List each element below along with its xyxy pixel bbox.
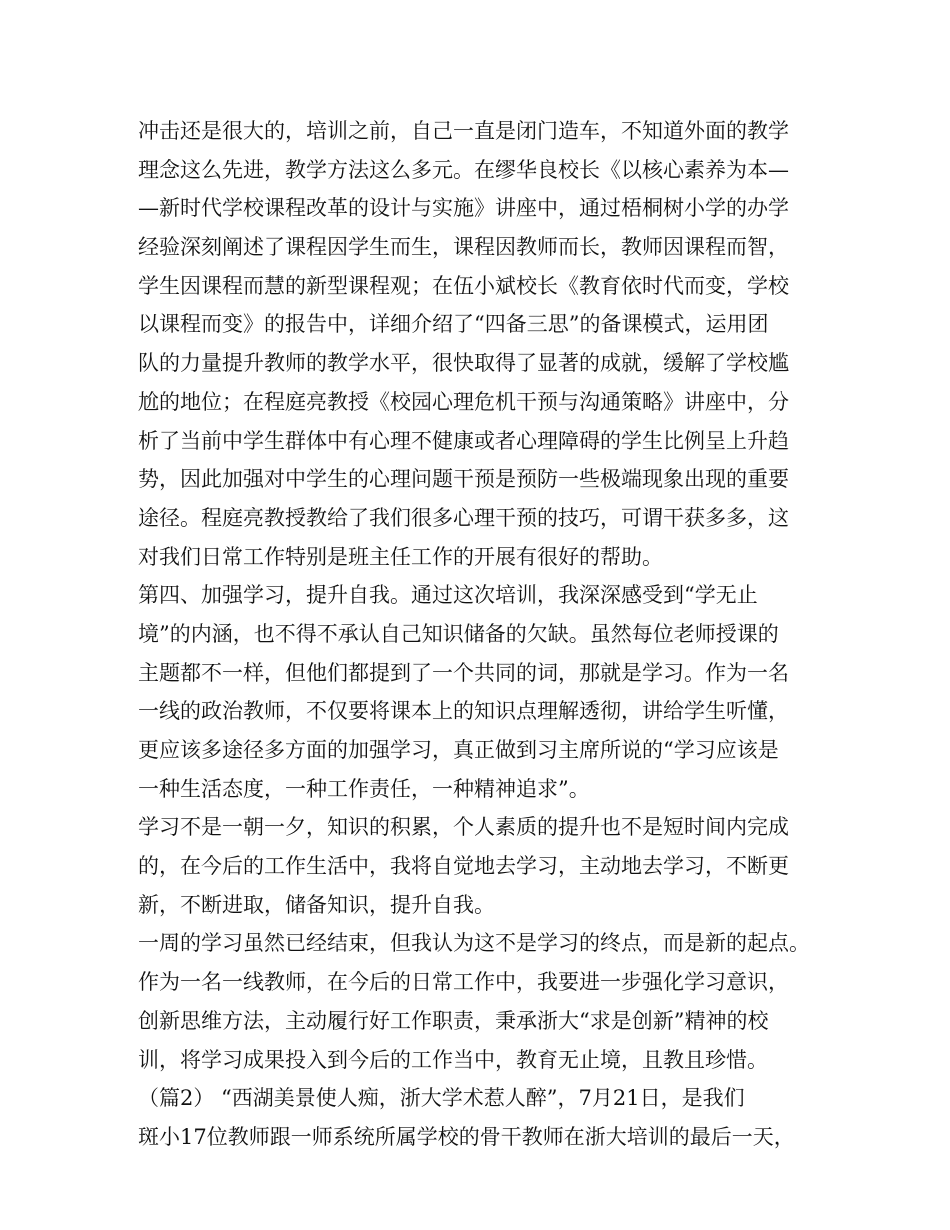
text-line: 经验深刻阐述了课程因学生而生，课程因教师而长，教师因课程而智， — [138, 235, 789, 260]
text-line: 理念这么先进，教学方法这么多元。在缪华良校长《以核心素养为本— — [138, 157, 789, 182]
text-line: （篇2） “西湖美景使人痴，浙大学术惹人醉”，7月21日，是我们 — [138, 1086, 745, 1111]
text-line: 析了当前中学生群体中有心理不健康或者心理障碍的学生比例呈上升趋 — [138, 428, 789, 453]
text-line: 新，不断进取，储备知识，提升自我。 — [138, 892, 495, 917]
text-line: 学习不是一朝一夕，知识的积累，个人素质的提升也不是短时间内完成 — [138, 815, 789, 840]
text-line: 队的力量提升教师的教学水平，很快取得了显著的成就，缓解了学校尴 — [138, 351, 789, 376]
text-line: 一周的学习虽然已经结束，但我认为这不是学习的终点，而是新的起点。 — [138, 931, 810, 956]
text-line: 势，因此加强对中学生的心理问题干预是预防一些极端现象出现的重要 — [138, 467, 789, 492]
text-line: —新时代学校课程改革的设计与实施》讲座中，通过梧桐树小学的办学 — [138, 196, 789, 221]
text-line: 训，将学习成果投入到今后的工作当中，教育无止境，且教且珍惜。 — [138, 1047, 768, 1072]
text-line: 创新思维方法，主动履行好工作职责，秉承浙大“求是创新”精神的校 — [138, 1008, 769, 1033]
text-line: 一种生活态度，一种工作责任，一种精神追求”。 — [138, 776, 590, 801]
text-line: 斑小17位教师跟一师系统所属学校的骨干教师在浙大培训的最后一天， — [138, 1124, 795, 1149]
text-line: 更应该多途径多方面的加强学习，真正做到习主席所说的“学习应该是 — [138, 738, 779, 762]
text-line: 以课程而变》的报告中，详细介绍了“四备三思”的备课模式，运用团 — [138, 312, 769, 337]
text-line: 一线的政治教师，不仅要将课本上的知识点理解透彻，讲给学生听懂， — [138, 699, 789, 724]
text-line: 对我们日常工作特别是班主任工作的开展有很好的帮助。 — [138, 544, 663, 569]
text-line: 第四、加强学习，提升自我。通过这次培训，我深深感受到“学无止 — [138, 583, 758, 608]
document-body — [138, 112, 828, 1157]
text-line: 主题都不一样，但他们都提到了一个共同的词，那就是学习。作为一名 — [138, 660, 789, 685]
text-line: 境”的内涵，也不得不承认自己知识储备的欠缺。虽然每位老师授课的 — [138, 621, 779, 646]
text-line: 的，在今后的工作生活中，我将自觉地去学习，主动地去学习，不断更 — [138, 854, 789, 879]
text-line: 作为一名一线教师，在今后的日常工作中，我要进一步强化学习意识， — [138, 970, 789, 995]
text-line: 途径。程庭亮教授教给了我们很多心理干预的技巧，可谓干获多多，这 — [138, 505, 789, 530]
text-line: 冲击还是很大的，培训之前，自己一直是闭门造车，不知道外面的教学 — [138, 119, 789, 143]
text-line: 学生因课程而慧的新型课程观；在伍小斌校长《教育依时代而变，学校 — [138, 273, 789, 298]
text-line: 尬的地位；在程庭亮教授《校园心理危机干预与沟通策略》讲座中，分 — [138, 389, 789, 414]
